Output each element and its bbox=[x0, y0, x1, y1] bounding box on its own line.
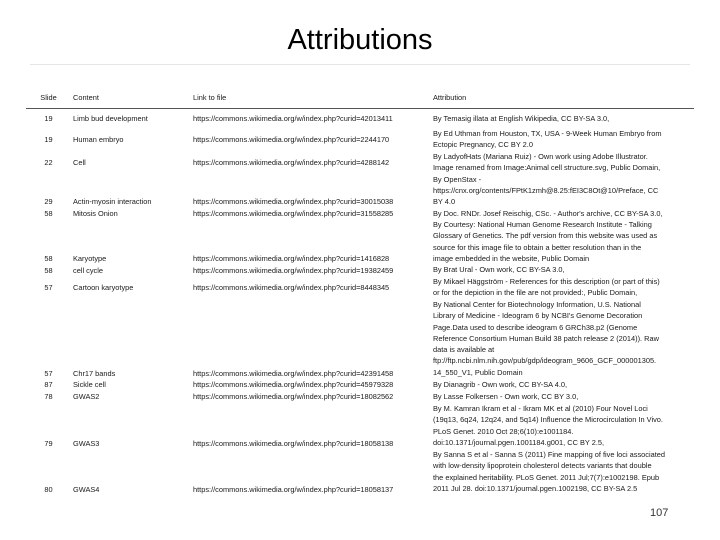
attribution-cell bbox=[431, 128, 694, 151]
attribution-line: By Courtesy: National Human Genome Research Institute - Talking bbox=[433, 219, 652, 229]
attribution-line: By Dianagrib - Own work, CC BY-SA 4.0, bbox=[433, 379, 568, 389]
slide-cell: 19 bbox=[44, 113, 53, 123]
attribution-line: source for this image file to obtain a better resolution than in the bbox=[433, 242, 642, 252]
link-cell[interactable]: https://commons.wikimedia.org/w/index.php?curid=18058138 bbox=[193, 438, 394, 448]
slide-cell: 78 bbox=[44, 392, 53, 402]
attribution-cell bbox=[431, 449, 694, 495]
slide-number: 58 bbox=[44, 254, 53, 264]
slide-cell: 79 bbox=[44, 438, 53, 448]
link-cell[interactable]: https://commons.wikimedia.org/w/index.php?curid=2244170 bbox=[193, 134, 390, 144]
table-row bbox=[26, 128, 694, 151]
attribution-cell bbox=[431, 403, 694, 449]
attribution-line: Page.Data used to describe ideogram 6 GRCh38.p2 (Genome bbox=[433, 322, 638, 332]
content-cell: GWAS4 bbox=[73, 484, 100, 494]
content-cell bbox=[71, 174, 191, 219]
attribution-cell bbox=[431, 379, 694, 391]
content-cell: Sickle cell bbox=[73, 380, 106, 390]
attribution-line: with low-density lipoprotein cholesterol detects variants that double bbox=[433, 461, 652, 471]
slide-cell: 22 bbox=[44, 157, 53, 167]
attribution-line: Library of Medicine - Ideogram 6 by NCBI's Genome Decoration bbox=[433, 311, 643, 321]
link-cell[interactable]: https://commons.wikimedia.org/w/index.php?curid=42013411 bbox=[193, 113, 393, 123]
table-row bbox=[26, 174, 694, 219]
content-text: Karyotype bbox=[73, 254, 107, 264]
link-cell[interactable]: https://commons.wikimedia.org/w/index.php?curid=4288142 bbox=[193, 157, 390, 167]
attribution-line: By Brat Ural - Own work, CC BY-SA 3.0, bbox=[433, 265, 565, 275]
content-cell: Human embryo bbox=[73, 134, 124, 144]
link-cell[interactable]: https://commons.wikimedia.org/w/index.php?curid=18058137 bbox=[193, 484, 394, 494]
attributions-table bbox=[26, 90, 694, 495]
content-cell: Limb bud development bbox=[73, 113, 148, 123]
attribution-line: 2011 Jul 28. doi:10.1371/journal.pgen.1002198, CC BY-SA 2.5 bbox=[433, 483, 638, 493]
attribution-cell bbox=[431, 391, 694, 403]
table-header-row bbox=[26, 90, 694, 109]
slide-cell bbox=[26, 219, 71, 276]
table-row bbox=[26, 403, 694, 449]
attribution-line: By LadyofHats (Mariana Ruiz) - Own work using Adobe Illustrator. bbox=[433, 151, 648, 161]
header-attribution: Attribution bbox=[431, 90, 694, 109]
attribution-line: Image renamed from Image:Animal cell structure.svg, Public Domain, bbox=[433, 163, 661, 173]
slide-cell: 80 bbox=[44, 484, 53, 494]
link-text[interactable]: https://commons.wikimedia.org/w/index.php?curid=19382459 bbox=[193, 265, 394, 275]
content-cell: GWAS2 bbox=[73, 392, 100, 402]
attribution-line: image embedded in the website, Public Domain bbox=[433, 253, 590, 263]
slide-cell: 57 bbox=[44, 282, 53, 292]
attribution-cell bbox=[431, 299, 694, 379]
attribution-line: Ectopic Pregnancy, CC BY 2.0 bbox=[433, 140, 533, 150]
attribution-cell bbox=[431, 219, 694, 276]
table-row bbox=[26, 219, 694, 276]
content-text: cell cycle bbox=[73, 265, 103, 275]
attribution-line: https://cnx.org/contents/FPtK1zmh@8.25:fEI3C8Ot@10/Preface, CC bbox=[433, 186, 659, 196]
attribution-line: By Lasse Folkersen - Own work, CC BY 3.0, bbox=[433, 391, 579, 401]
content-text: Mitosis Onion bbox=[73, 208, 118, 218]
table-row bbox=[26, 109, 694, 128]
attribution-line: PLoS Genet. 2010 Oct 28;6(10):e1001184. bbox=[433, 426, 574, 436]
content-cell: Chr17 bands bbox=[73, 368, 116, 378]
slide-cell bbox=[26, 174, 71, 219]
content-text: Actin-myosin interaction bbox=[73, 197, 152, 207]
page-number: 107 bbox=[650, 507, 669, 519]
table-row bbox=[26, 151, 694, 174]
table-row bbox=[26, 299, 694, 379]
attribution-cell bbox=[431, 109, 694, 128]
link-text[interactable]: https://commons.wikimedia.org/w/index.php?curid=1416828 bbox=[193, 254, 390, 264]
attribution-line: By OpenStax - bbox=[433, 174, 482, 184]
slide-number: 58 bbox=[44, 208, 53, 218]
table-row bbox=[26, 276, 694, 299]
attribution-line: Reference Consortium Human Build 38 patch release 2 (2014)). Raw bbox=[433, 333, 659, 343]
attribution-line: By Doc. RNDr. Josef Reischig, CSc. - Author's archive, CC BY-SA 3.0, bbox=[433, 208, 663, 218]
link-cell bbox=[191, 174, 431, 219]
link-text[interactable]: https://commons.wikimedia.org/w/index.php?curid=30015038 bbox=[193, 197, 394, 207]
content-cell: GWAS3 bbox=[73, 438, 100, 448]
header-link: Link to file bbox=[191, 90, 431, 109]
attribution-line: or for the depiction in the file are not provided:, Public Domain, bbox=[433, 288, 638, 298]
table-row bbox=[26, 379, 694, 391]
attribution-line: (19q13, 6q24, 12q24, and 5q14) Influence the Microcirculation In Vivo. bbox=[433, 415, 663, 425]
attribution-line: By National Center for Biotechnology Information, U.S. National bbox=[433, 299, 641, 309]
content-cell: Cell bbox=[73, 157, 86, 167]
attribution-line: BY 4.0 bbox=[433, 197, 456, 207]
table-row bbox=[26, 391, 694, 403]
attribution-cell bbox=[431, 151, 694, 174]
attribution-line: doi:10.1371/journal.pgen.1001184.g001, CC BY 2.5, bbox=[433, 437, 605, 447]
attribution-line: ftp://ftp.ncbi.nlm.nih.gov/pub/gdp/ideogram_9606_GCF_000001305. bbox=[433, 356, 657, 366]
page-title: Attributions bbox=[287, 24, 433, 56]
slide-cell: 57 bbox=[44, 368, 53, 378]
link-cell[interactable]: https://commons.wikimedia.org/w/index.php?curid=18082562 bbox=[193, 392, 394, 402]
attribution-line: By Temasig illata at English Wikipedia, CC BY-SA 3.0, bbox=[433, 113, 610, 123]
table-row bbox=[26, 449, 694, 495]
content-cell bbox=[71, 219, 191, 276]
header-slide: Slide bbox=[26, 90, 71, 109]
attribution-cell bbox=[431, 174, 694, 219]
attribution-line: data is available at bbox=[433, 345, 495, 355]
slide-number: 58 bbox=[44, 265, 53, 275]
attribution-line: Glossary of Genetics. The pdf version from this website was used as bbox=[433, 231, 658, 241]
link-cell[interactable]: https://commons.wikimedia.org/w/index.php?curid=8448345 bbox=[193, 282, 390, 292]
title-divider bbox=[30, 64, 690, 65]
attribution-line: By M. Kamran Ikram et al - Ikram MK et al (2010) Four Novel Loci bbox=[433, 403, 648, 413]
attribution-line: 14_550_V1, Public Domain bbox=[433, 367, 523, 377]
slide-number: 29 bbox=[44, 197, 53, 207]
attribution-line: By Sanna S et al - Sanna S (2011) Fine mapping of five loci associated bbox=[433, 449, 665, 459]
slide-cell: 19 bbox=[44, 134, 53, 144]
header-content: Content bbox=[71, 90, 191, 109]
link-cell bbox=[191, 219, 431, 276]
link-cell[interactable]: https://commons.wikimedia.org/w/index.php?curid=42391458 bbox=[193, 368, 394, 378]
attribution-line: the explained heritability. PLoS Genet. 2011 Jul;7(7):e1002198. Epub bbox=[433, 472, 660, 482]
slide-cell: 87 bbox=[44, 380, 53, 390]
attribution-line: By Mikael Häggström - References for this description (or part of this) bbox=[433, 276, 660, 286]
link-cell[interactable]: https://commons.wikimedia.org/w/index.php?curid=45979328 bbox=[193, 380, 394, 390]
link-text[interactable]: https://commons.wikimedia.org/w/index.php?curid=31558285 bbox=[193, 208, 394, 218]
content-cell: Cartoon karyotype bbox=[73, 282, 134, 292]
attribution-cell bbox=[431, 276, 694, 299]
attribution-line: By Ed Uthman from Houston, TX, USA - 9-Week Human Embryo from bbox=[433, 128, 662, 138]
